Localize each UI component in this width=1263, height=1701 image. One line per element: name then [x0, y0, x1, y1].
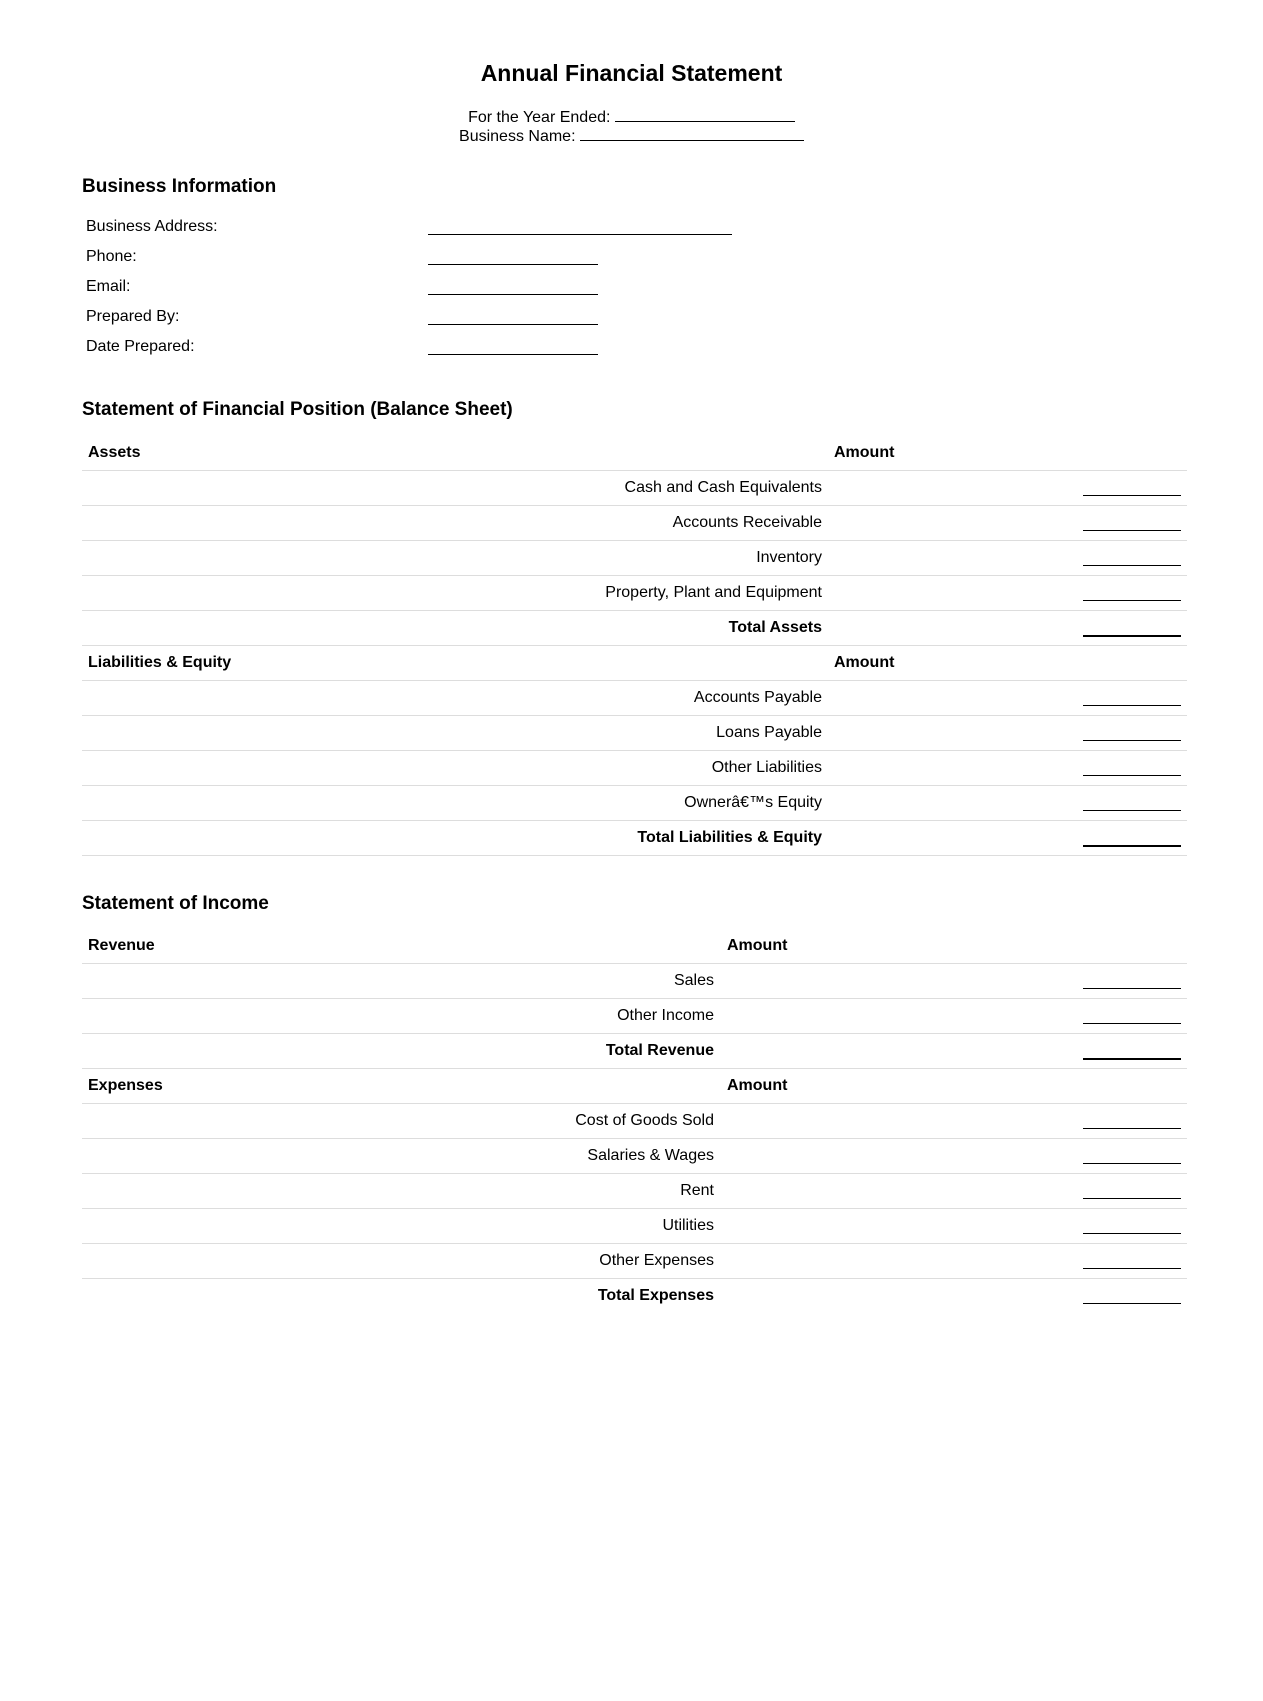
table-row [82, 576, 1187, 611]
business-name-label: Business Name: [459, 128, 576, 145]
field-label: Date Prepared: [86, 338, 195, 355]
total-row [82, 611, 1187, 646]
address-blank[interactable] [428, 234, 732, 235]
amount-blank[interactable] [1083, 810, 1181, 811]
amount-blank[interactable] [1083, 775, 1181, 776]
amount-header: Amount [727, 1077, 788, 1094]
amount-header: Amount [834, 654, 895, 671]
amount-blank[interactable] [1083, 1198, 1181, 1199]
row-label: Ownerâ€™s Equity [684, 794, 822, 811]
row-label: Sales [673, 972, 714, 989]
info-row [86, 248, 786, 278]
row-label: Rent [680, 1182, 714, 1199]
total-amount-blank[interactable] [1083, 635, 1181, 637]
table-row [82, 1104, 1187, 1139]
row-label: Other Liabilities [711, 759, 822, 776]
row-label: Other Income [617, 1007, 714, 1024]
business-info-heading: Business Information [82, 176, 277, 197]
field-label: Business Address: [86, 218, 218, 235]
amount-blank[interactable] [1083, 1233, 1181, 1234]
amount-blank[interactable] [1083, 1268, 1181, 1269]
year-ended-blank[interactable] [615, 107, 795, 122]
table-row [82, 541, 1187, 576]
total-amount-blank[interactable] [1083, 1058, 1181, 1060]
date-prepared-blank[interactable] [428, 354, 598, 355]
total-revenue-label: Total Revenue [605, 1042, 714, 1059]
row-label: Property, Plant and Equipment [605, 584, 822, 601]
amount-blank[interactable] [1083, 600, 1181, 601]
amount-header: Amount [834, 444, 895, 461]
amount-blank[interactable] [1083, 1163, 1181, 1164]
table-row [82, 751, 1187, 786]
assets-header: Assets [88, 444, 141, 461]
info-row [86, 338, 786, 368]
amount-blank[interactable] [1083, 1023, 1181, 1024]
row-label: Cash and Cash Equivalents [624, 479, 822, 496]
table-header-row [82, 436, 1187, 471]
amount-blank[interactable] [1083, 1128, 1181, 1129]
info-row [86, 218, 786, 248]
table-header-row [82, 1069, 1187, 1104]
income-table [82, 929, 1187, 1313]
info-row [86, 308, 786, 338]
field-label: Prepared By: [86, 308, 180, 325]
table-row [82, 716, 1187, 751]
info-row [86, 278, 786, 308]
income-heading: Statement of Income [82, 893, 269, 914]
expenses-header: Expenses [88, 1077, 163, 1094]
row-label: Loans Payable [716, 724, 822, 741]
table-row [82, 1244, 1187, 1279]
balance-sheet-table [82, 436, 1187, 856]
amount-blank[interactable] [1083, 565, 1181, 566]
row-label: Utilities [662, 1217, 714, 1234]
total-row [82, 1279, 1187, 1313]
table-row [82, 999, 1187, 1034]
year-ended-label: For the Year Ended: [468, 109, 611, 126]
total-assets-label: Total Assets [728, 619, 822, 636]
row-label: Accounts Receivable [672, 514, 822, 531]
amount-blank[interactable] [1083, 705, 1181, 706]
business-name-line [0, 126, 1263, 146]
email-blank[interactable] [428, 294, 598, 295]
amount-header: Amount [727, 937, 788, 954]
revenue-header: Revenue [88, 937, 155, 954]
year-ended-line [0, 107, 1263, 127]
document-title: Annual Financial Statement [480, 60, 783, 86]
amount-blank[interactable] [1083, 495, 1181, 496]
table-row [82, 1174, 1187, 1209]
prepared-by-blank[interactable] [428, 324, 598, 325]
row-label: Other Expenses [599, 1252, 714, 1269]
amount-blank[interactable] [1083, 740, 1181, 741]
total-liabilities-label: Total Liabilities & Equity [637, 829, 822, 846]
table-row [82, 1209, 1187, 1244]
table-row [82, 964, 1187, 999]
table-row [82, 506, 1187, 541]
amount-blank[interactable] [1083, 530, 1181, 531]
total-row [82, 821, 1187, 856]
row-label: Inventory [756, 549, 822, 566]
business-name-blank[interactable] [580, 126, 804, 141]
row-label: Accounts Payable [693, 689, 822, 706]
field-label: Phone: [86, 248, 137, 265]
field-label: Email: [86, 278, 131, 295]
table-header-row [82, 646, 1187, 681]
table-row [82, 681, 1187, 716]
total-row [82, 1034, 1187, 1069]
phone-blank[interactable] [428, 264, 598, 265]
row-label: Cost of Goods Sold [575, 1112, 714, 1129]
table-row [82, 471, 1187, 506]
table-row [82, 786, 1187, 821]
balance-sheet-heading: Statement of Financial Position (Balance Sheet) [82, 399, 513, 420]
total-expenses-label: Total Expenses [597, 1287, 714, 1304]
total-amount-blank[interactable] [1083, 1303, 1181, 1304]
liabilities-header: Liabilities & Equity [88, 654, 232, 671]
amount-blank[interactable] [1083, 988, 1181, 989]
total-amount-blank[interactable] [1083, 845, 1181, 847]
table-header-row [82, 929, 1187, 964]
row-label: Salaries & Wages [587, 1147, 714, 1164]
table-row [82, 1139, 1187, 1174]
